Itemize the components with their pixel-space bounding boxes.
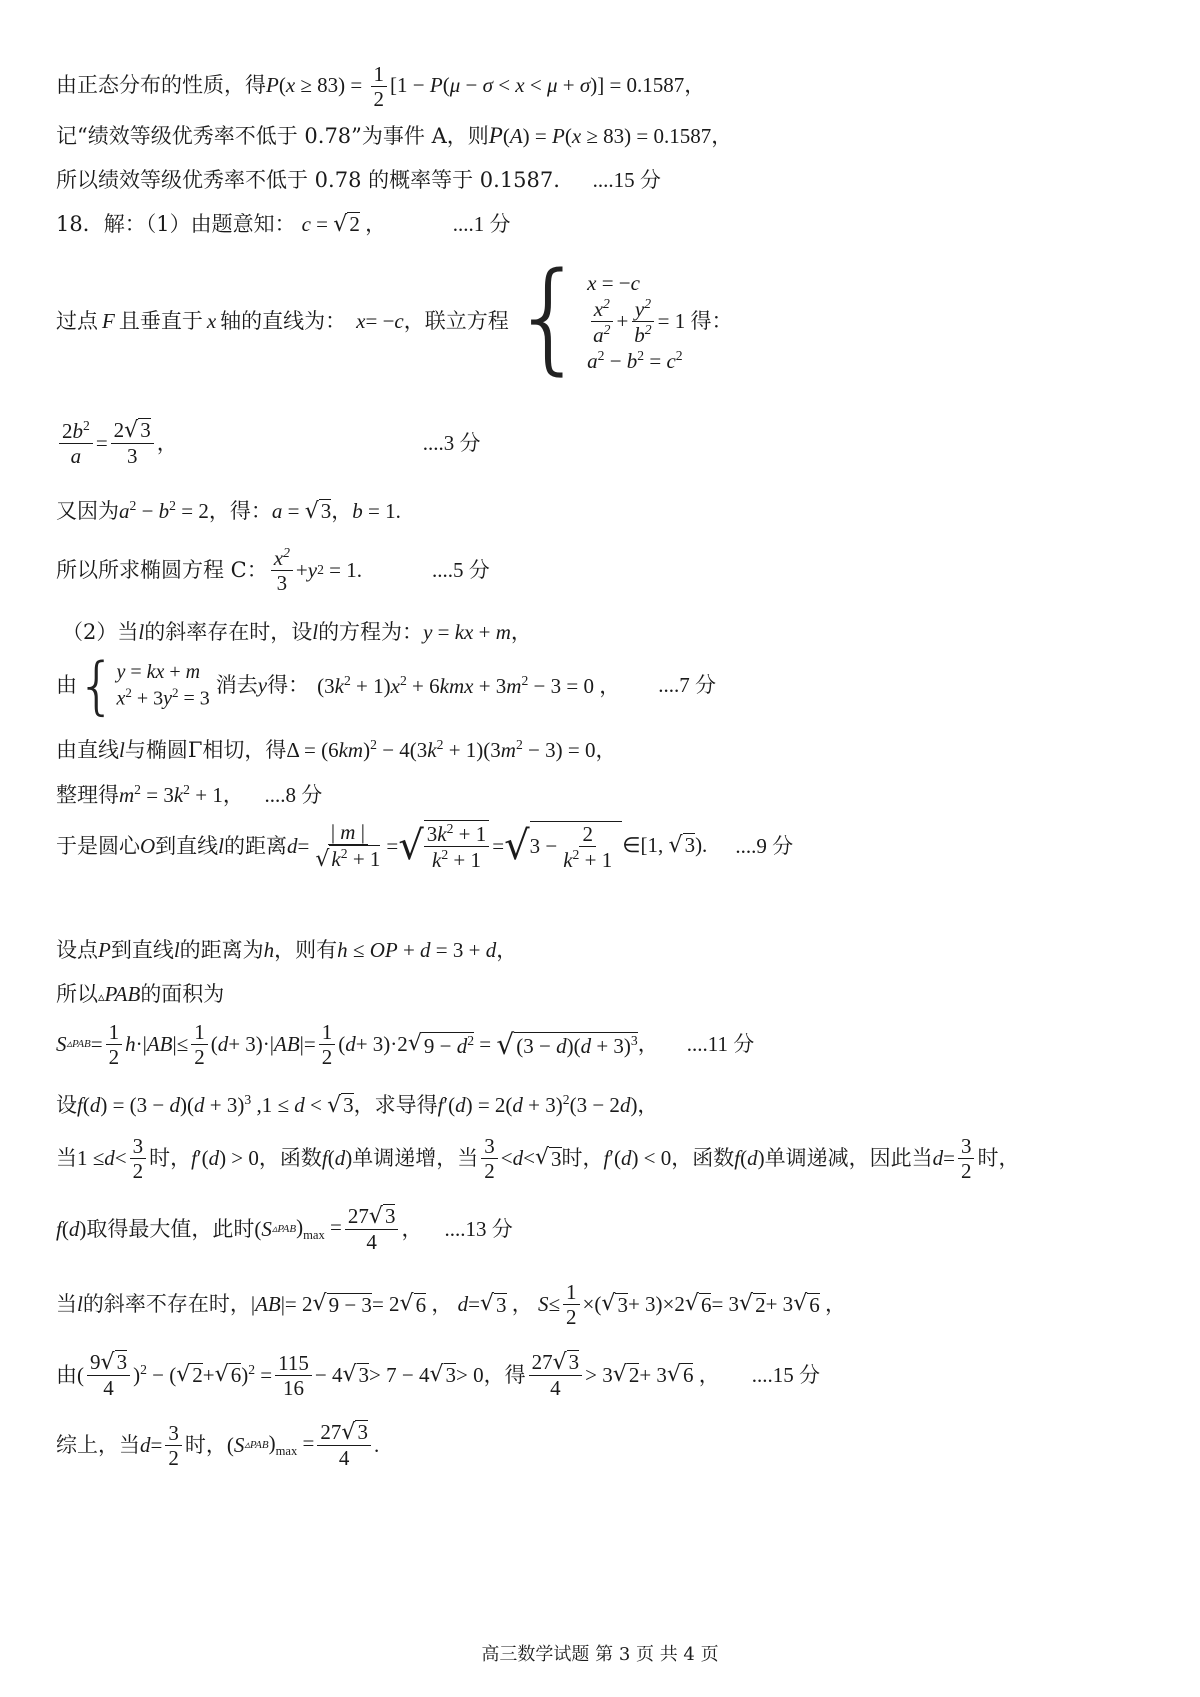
- part2-header: （2）当l的斜率存在时，设l的方程为：y = kx + m，: [62, 620, 532, 644]
- text-segment: 的距离为: [179, 938, 264, 962]
- text-segment: 时，: [149, 1146, 192, 1171]
- text-segment: 设: [56, 1093, 77, 1117]
- text-segment: 又因为: [56, 499, 119, 523]
- area-intro-line: 所以▵PAB的面积为: [56, 982, 225, 1006]
- text-segment: 所以所求椭圆方程 C：: [56, 557, 268, 582]
- text-segment: （2）当: [62, 620, 139, 644]
- score-mark: ....3 分: [422, 430, 481, 455]
- normal-distribution-line: 由正态分布的性质，得P(x ≥ 83) = $\frac{1}{2}$ [1 − P(μ − σ < x < μ + σ)] = 0.1587，: [56, 62, 706, 112]
- latus-rectum-line: $\frac{2b^2}{a}$ = $\frac{2√3}{3}$ ， ....3 分: [56, 418, 480, 468]
- summary-line: 综上，当 d = $\frac{3}{2}$ 时， ( S ▵PAB )$_{max}$ = $\frac{27√3}{4}$ .: [56, 1420, 380, 1471]
- text-segment: 记“绩效等级优秀率不低于 0.78”为事件 A，则: [56, 124, 489, 148]
- text-segment: 到直线: [155, 833, 219, 858]
- equation-system: x = −c $\frac{x^2}{a^2}$ + $\frac{y^2}{b^2}$ = 1 得： $a^2 - b^2 = c^2$: [587, 270, 733, 374]
- simplify-line: 整理得$m^2 = 3k^2 + 1$， ....8 分: [56, 782, 323, 807]
- text-segment: 整理得: [56, 783, 119, 807]
- text-segment: 当: [56, 1292, 77, 1317]
- text-segment: 所以: [56, 982, 98, 1006]
- perpendicular-line-system: 过点 F 且垂直于 x 轴的直线为： x = − c ，联立方程 { x = −c $\frac{x^2}{a^2}$ + $\frac{y^2}{b^2}$ = 1 得： $a^2 - b^2 = c^2$: [56, 248, 733, 387]
- text-segment: ，联立方程: [403, 309, 509, 334]
- text-segment: ，则有: [274, 938, 338, 962]
- solve-ab-line: 又因为$a^2 - b^2 = 2$，得：a = √3，b = 1.: [56, 498, 401, 524]
- comparison-line: 由 ( $\frac{9√3}{4}$ )$^2$ − ( √ 2 + √ 6 )$^2$ = $\frac{115}{16}$ − 4 √ 3 > 7 − 4 √ 3 > 0 ，得 $\frac{27√3}{4}$ > 3 √ 2 + 3 √ 6 ， ....15 分: [56, 1350, 820, 1401]
- text-segment: 的距离: [224, 833, 288, 858]
- text-segment: 当: [56, 1146, 77, 1171]
- page-footer: 高三数学试题 第 3 页 共 4 页: [481, 1644, 719, 1665]
- event-definition-line: 记“绩效等级优秀率不低于 0.78”为事件 A，则P(A) = P(x ≥ 83) = 0.1587，: [56, 123, 733, 148]
- left-brace: {: [77, 649, 117, 722]
- area-formula-line: S ▵PAB = $\frac{1}{2}$ h ·| AB |≤ $\frac{1}{2}$ ( d + 3)·| AB |= $\frac{1}{2}$ ( d + 3)·2 √ $9 - d^2$ = √ $(3 - d)(d + 3)^3$ ， ....11 分: [56, 1020, 755, 1070]
- text-segment: 时，: [184, 1432, 227, 1457]
- text-segment: 时，: [977, 1146, 1020, 1171]
- tangent-condition-line: 由直线l与椭圆Γ相切，得$\Delta = (6km)^2 - 4(3k^2 + 1)(3m^2 - 3) = 0$，: [56, 737, 617, 762]
- text-segment: ，求导得: [353, 1093, 438, 1117]
- text-segment: 单调递减，因此当: [764, 1146, 933, 1171]
- probability-conclusion-line: [56, 168, 661, 193]
- score-mark: ....13 分: [444, 1216, 513, 1241]
- text-segment: 轴的直线为：: [220, 309, 347, 334]
- text-segment: 取得最大值，此时: [86, 1216, 255, 1241]
- vertical-case-line: 当 l 的斜率不存在时， | AB |= 2 √ 9 − 3 = 2 √ 6 ， d = √ 3 ， S ≤ $\frac{1}{2}$ ×( √ 3 + 3)×2 √ 6 = 3 √ 2 + 3 √ 6 ，: [56, 1280, 846, 1330]
- text-segment: 于是圆心: [56, 833, 140, 858]
- text-segment: ，得：: [208, 499, 272, 523]
- left-brace: {: [510, 248, 588, 387]
- text-segment: 的斜率不存在时，: [82, 1292, 251, 1317]
- text-segment: 的斜率存在时，设: [144, 620, 313, 644]
- distance-line: 于是圆心 O 到直线 l 的距离 d = $\frac{| m |}{√k^2 + 1}$ = √ $\frac{3k^2 + 1}{k^2 + 1}$ = √ 3 − $\frac{2}{k^2 + 1}$ ∈[1, √3). ....9 分: [56, 820, 794, 873]
- height-bound-line: 设点P到直线l的距离为h，则有h ≤ OP + d = 3 + d，: [56, 938, 518, 962]
- text-segment: 的面积为: [140, 982, 225, 1006]
- text-segment: 到直线: [110, 938, 174, 962]
- text-segment: 且垂直于: [118, 309, 203, 334]
- function-definition-line: 设$f(d) = (3 - d)(d + 3)^3$ ,1 ≤ d < √3，求导得$f'(d) = 2(d + 3)^2(3 - 2d)$，: [56, 1092, 659, 1118]
- text-segment: 由: [56, 673, 77, 698]
- text-segment: 的方程为：: [318, 620, 424, 644]
- text-segment: 设点: [56, 938, 98, 962]
- text-segment: 综上，当: [56, 1432, 140, 1457]
- text-segment: 所以绩效等级优秀率不低于 0.78 的概率等于 0.1587.: [56, 168, 560, 192]
- text-segment: 18．解：（1）由题意知：: [56, 212, 296, 236]
- maximum-line: f ( d ) 取得最大值，此时 ( S ▵PAB )$_{max}$ = $\frac{27√3}{4}$ ， ....13 分: [56, 1204, 513, 1255]
- text-segment: 时，: [561, 1146, 604, 1171]
- text-segment: 由直线: [56, 738, 119, 762]
- text-segment: 得：: [690, 309, 733, 334]
- score-mark: ....9 分: [735, 833, 794, 858]
- score-mark: ....8 分: [264, 783, 323, 807]
- text-segment: 由: [56, 1362, 77, 1387]
- text-segment: 与椭圆Γ相切，得: [124, 738, 287, 762]
- score-mark: ....5 分: [432, 557, 490, 582]
- text-segment: ，函数: [258, 1146, 322, 1171]
- score-mark: ....1 分: [452, 212, 511, 236]
- text-segment: ，得: [483, 1362, 526, 1387]
- question-18-header: 18．解：（1）由题意知： c = √2 ， ....1 分: [56, 212, 511, 237]
- score-mark: ....15 分: [751, 1362, 820, 1387]
- elimination-line: 由 { y = kx + m $x^2 + 3y^2 = 3$ 消去 y 得： $(3k^2 + 1)x^2 + 6kmx + 3m^2 - 3 = 0$ ， ....7 分: [56, 649, 716, 722]
- text-segment: 消去: [215, 673, 258, 698]
- text-segment: 得：: [267, 673, 310, 698]
- score-mark: ....11 分: [686, 1032, 755, 1057]
- score-mark: ....15 分: [592, 168, 661, 192]
- text-segment: 单调递增，当: [352, 1146, 479, 1171]
- score-mark: ....7 分: [658, 673, 716, 698]
- text-segment: 由正态分布的性质，得: [56, 73, 266, 98]
- monotonicity-line: 当 1 ≤ d < $\frac{3}{2}$ 时， f ′( d ) > 0 ，函数 f ( d ) 单调递增，当 $\frac{3}{2}$ < d < √ 3 时， f ′( d ) < 0 ，函数 f ( d ) 单调递减，因此当 d = $\frac{3}{2}$ 时，: [56, 1134, 1020, 1184]
- ellipse-equation-line: 所以所求椭圆方程 C： $\frac{x^2}{3}$ + y 2 = 1. ....5 分: [56, 545, 490, 596]
- text-segment: 过点: [56, 309, 98, 334]
- text-segment: ，函数: [671, 1146, 735, 1171]
- fraction: $\frac{1}{2}$: [371, 62, 388, 111]
